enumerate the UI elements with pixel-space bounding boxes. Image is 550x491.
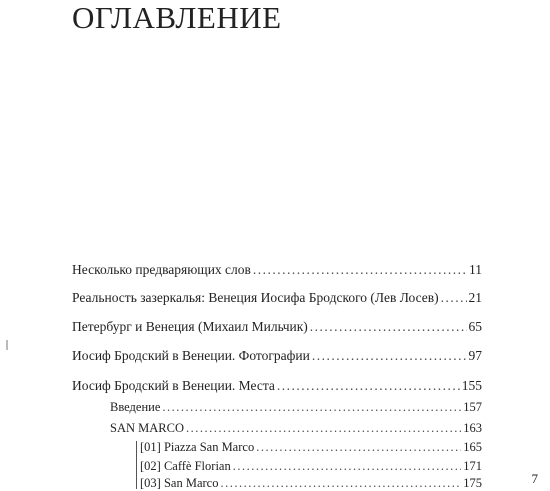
toc-entry-page: 21 <box>468 290 482 305</box>
toc-entry-title: SAN MARCO <box>110 421 184 435</box>
toc-entry-page: 155 <box>461 378 482 393</box>
toc-entry-page: 157 <box>463 400 482 414</box>
toc-entry-title: Иосиф Бродский в Венеции. Фотографии <box>72 348 310 363</box>
toc-subentry <box>140 440 482 455</box>
toc-entry-title: Иосиф Бродский в Венеции. Места <box>72 378 275 393</box>
toc-subentry <box>140 476 482 491</box>
toc-entry-title: Реальность зазеркалья: Венеция Иосифа Бродского (Лев Лосев) <box>72 290 439 305</box>
dot-leader <box>312 348 467 364</box>
scan-edge-mark <box>6 340 8 350</box>
toc-entry-title: Петербург и Венеция (Михаил Мильчик) <box>72 319 308 334</box>
toc-entry-page: 65 <box>468 319 482 334</box>
toc-entry-title: Введение <box>110 400 161 414</box>
toc-entry-title: [02] Caffè Florian <box>140 459 231 473</box>
page-title: ОГЛАВЛЕНИЕ <box>72 0 282 35</box>
toc-entry-title: [03] San Marco <box>140 476 219 490</box>
toc-entry <box>72 378 482 394</box>
dot-leader <box>220 476 461 491</box>
dot-leader <box>277 378 460 394</box>
toc-entry <box>72 290 482 306</box>
toc-entry-page: 175 <box>463 476 482 490</box>
dot-leader <box>253 262 467 278</box>
toc-entry-page: 97 <box>468 348 482 363</box>
dot-leader <box>162 400 461 415</box>
toc-entry-page: 171 <box>463 459 482 473</box>
dot-leader <box>441 290 467 306</box>
toc-entry <box>72 319 482 335</box>
dot-leader <box>310 319 467 335</box>
dot-leader <box>186 421 461 436</box>
page-number: 7 <box>531 471 538 486</box>
toc-entry-title: [01] Piazza San Marco <box>140 440 255 454</box>
toc-entry <box>72 348 482 364</box>
toc-entry-page: 11 <box>469 262 482 277</box>
toc-entry-page: 163 <box>463 421 482 435</box>
toc-entry-title: Несколько предваряющих слов <box>72 262 251 277</box>
subsection-bracket <box>136 441 137 489</box>
toc-subentry <box>140 459 482 474</box>
dot-leader <box>233 459 462 474</box>
toc-subentry <box>110 400 482 415</box>
toc-subentry <box>110 421 482 436</box>
toc-entry <box>72 262 482 278</box>
toc-entry-page: 165 <box>463 440 482 454</box>
dot-leader <box>256 440 461 455</box>
